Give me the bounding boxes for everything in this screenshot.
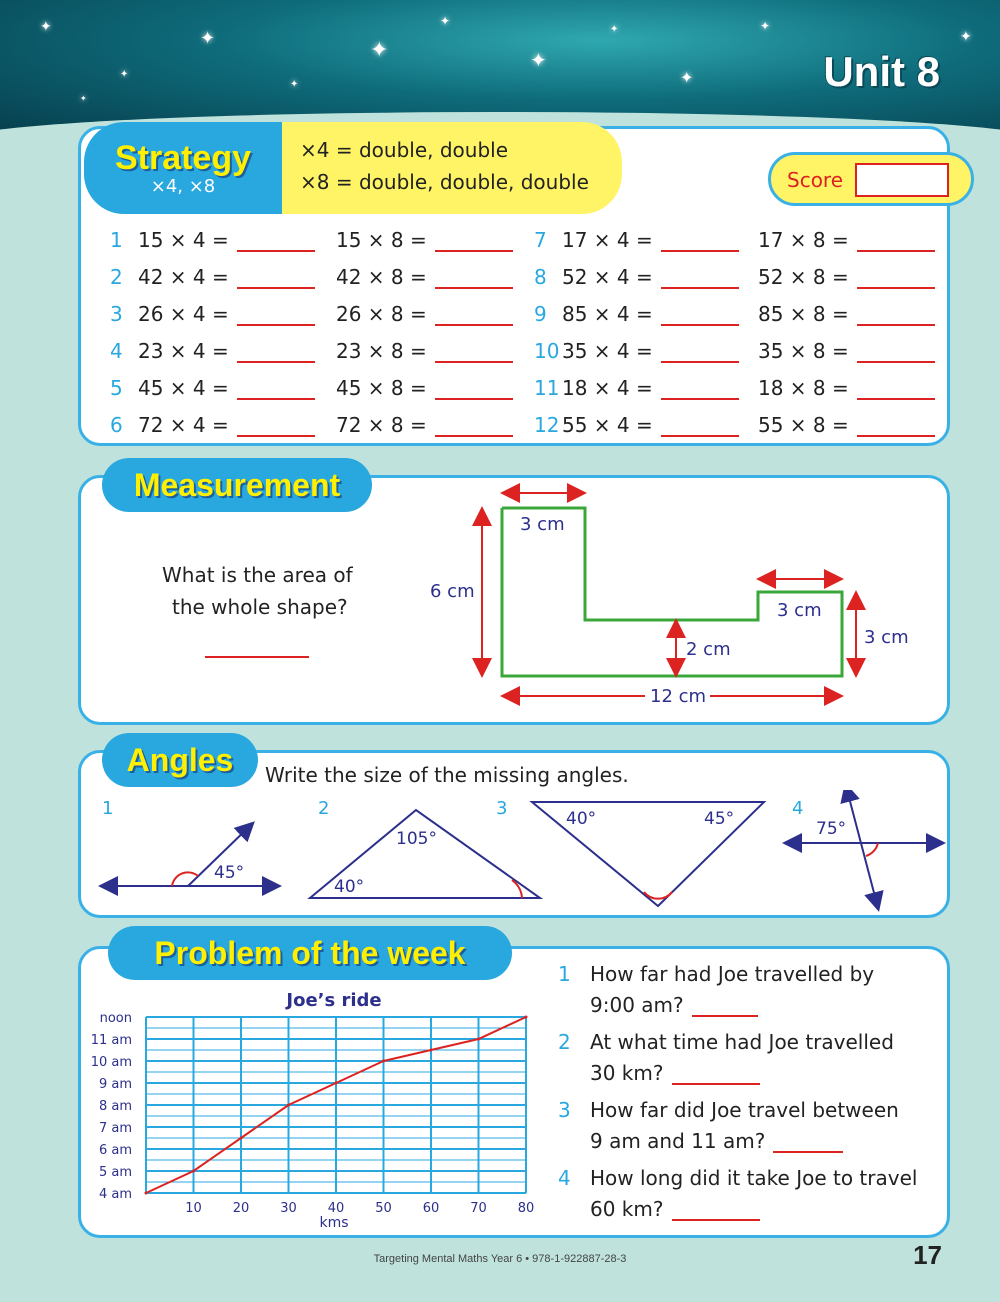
question-number: 10: [534, 339, 560, 363]
problem-question-line2: 9 am and 11 am?: [590, 1129, 766, 1153]
problem-question-number: 1: [558, 962, 571, 986]
problem-question-line2-row: [590, 993, 758, 1017]
question-number: 5: [110, 376, 123, 400]
strategy-title: Strategy: [114, 138, 252, 177]
problem-question-number: 3: [558, 1098, 571, 1122]
equation-text: 17 × 4 =: [562, 228, 653, 252]
question-number: 11: [534, 376, 560, 400]
answer-blank[interactable]: [661, 267, 739, 289]
answer-blank[interactable]: [237, 230, 315, 252]
equation-text: 55 × 4 =: [562, 413, 653, 437]
problem-question-line2: 9:00 am?: [590, 993, 684, 1017]
angle-2-number: 2: [318, 798, 330, 819]
answer-blank[interactable]: [661, 415, 739, 437]
answer-blank[interactable]: [857, 378, 935, 400]
measurement-tab: [102, 458, 372, 512]
chart-x-tick: 40: [327, 1201, 345, 1216]
question-number: 12: [534, 413, 560, 437]
chart-data-point: [382, 1060, 385, 1063]
angle-4-number: 4: [792, 798, 804, 819]
strategy-equation: [758, 413, 935, 437]
problem-question-line2-row: [590, 1129, 843, 1153]
equation-text: 23 × 8 =: [336, 339, 427, 363]
equation-text: 52 × 4 =: [562, 265, 653, 289]
equation-text: 72 × 4 =: [138, 413, 229, 437]
problem-question-line1: At what time had Joe travelled: [590, 1030, 894, 1054]
problem-answer-blank[interactable]: [692, 995, 758, 1017]
strategy-equation: [110, 413, 315, 437]
strategy-equation: [336, 265, 513, 289]
chart-y-tick: 9 am: [98, 1077, 132, 1092]
strategy-equation: [758, 265, 935, 289]
equation-text: 35 × 4 =: [562, 339, 653, 363]
score-box: [768, 152, 974, 206]
rule-times-8: ×8 = double, double, double: [300, 170, 589, 194]
problem-question-line1: How far did Joe travel between: [590, 1098, 899, 1122]
angle-3-given-right: 45°: [704, 809, 735, 829]
angle-4-given: 75°: [816, 819, 847, 839]
problem-answer-blank[interactable]: [672, 1063, 760, 1085]
answer-blank[interactable]: [661, 378, 739, 400]
chart-data-point: [145, 1192, 148, 1195]
chart-x-tick: 10: [185, 1201, 202, 1216]
chart-data-point: [192, 1170, 195, 1173]
equation-text: 45 × 8 =: [336, 376, 427, 400]
chart-y-tick: 10 am: [90, 1055, 132, 1070]
answer-blank[interactable]: [857, 341, 935, 363]
answer-blank[interactable]: [435, 341, 513, 363]
chart-xlabel: kms: [319, 1215, 349, 1231]
equation-text: 18 × 8 =: [758, 376, 849, 400]
answer-blank[interactable]: [435, 267, 513, 289]
answer-blank[interactable]: [435, 230, 513, 252]
strategy-equation: [534, 339, 739, 363]
answer-blank[interactable]: [237, 415, 315, 437]
joes-ride-chart: [84, 982, 544, 1232]
problem-question-number: 4: [558, 1166, 571, 1190]
equation-text: 15 × 4 =: [138, 228, 229, 252]
label-inner-height: 2 cm: [686, 639, 731, 660]
page-number: 17: [913, 1240, 942, 1270]
label-right-height: 3 cm: [864, 627, 909, 648]
problem-title: Problem of the week: [154, 934, 466, 971]
strategy-equation: [534, 265, 739, 289]
problem-question-line2: 30 km?: [590, 1061, 664, 1085]
problem-answer-blank[interactable]: [672, 1199, 760, 1221]
footer-text: Targeting Mental Maths Year 6 • 978-1-922887-28-3: [373, 1253, 627, 1265]
problem-question-line1: How far had Joe travelled by: [590, 962, 875, 986]
answer-blank[interactable]: [857, 230, 935, 252]
chart-data-point: [477, 1038, 480, 1041]
chart-x-tick: 80: [517, 1201, 535, 1216]
angle-1-number: 1: [102, 798, 114, 819]
strategy-equation: [758, 302, 935, 326]
strategy-equation: [758, 339, 935, 363]
chart-y-tick: noon: [99, 1011, 132, 1026]
rule-times-4: ×4 = double, double: [300, 138, 508, 162]
question-number: 9: [534, 302, 547, 326]
angles-title: Angles: [126, 741, 234, 778]
chart-y-tick: 7 am: [98, 1121, 132, 1136]
equation-text: 72 × 8 =: [336, 413, 427, 437]
strategy-equation: [336, 228, 513, 252]
chart-data-point: [525, 1016, 528, 1019]
problem-question-number: 2: [558, 1030, 571, 1054]
chart-title: Joe’s ride: [286, 990, 382, 1011]
angles-diagrams: [80, 790, 950, 915]
problem-answer-blank[interactable]: [773, 1131, 843, 1153]
strategy-equation: [758, 228, 935, 252]
question-number: 1: [110, 228, 123, 252]
answer-blank[interactable]: [435, 378, 513, 400]
strategy-equation: [110, 302, 315, 326]
label-left-height: 6 cm: [430, 581, 475, 602]
question-number: 6: [110, 413, 123, 437]
question-number: 7: [534, 228, 547, 252]
angle-1-given: 45°: [214, 863, 245, 883]
label-step-width: 3 cm: [777, 600, 822, 621]
answer-blank[interactable]: [237, 378, 315, 400]
angle-2-given-top: 105°: [396, 829, 437, 849]
strategy-equation: [534, 228, 739, 252]
problem-question-line2: 60 km?: [590, 1197, 664, 1221]
question-number: 4: [110, 339, 123, 363]
strategy-tab: [84, 122, 282, 214]
answer-blank[interactable]: [857, 415, 935, 437]
header-banner: ✦ ✦ ✦ ✦ ✦ ✦ ✦ ✦ ✦ ✦ ✦ ✦ Unit 8: [0, 0, 1000, 135]
strategy-equation: [336, 302, 513, 326]
problem-tab: [108, 926, 512, 980]
answer-blank[interactable]: [435, 415, 513, 437]
unit-title: Unit 8: [823, 48, 940, 95]
chart-x-tick: 20: [232, 1201, 250, 1216]
strategy-equation: [336, 339, 513, 363]
equation-text: 55 × 8 =: [758, 413, 849, 437]
answer-blank[interactable]: [237, 267, 315, 289]
equation-text: 23 × 4 =: [138, 339, 229, 363]
chart-x-tick: 70: [470, 1201, 487, 1216]
angle-3-given-left: 40°: [566, 809, 597, 829]
question-number: 2: [110, 265, 123, 289]
problem-question-line2-row: [590, 1061, 760, 1085]
measurement-shape-diagram: [420, 480, 940, 720]
answer-blank[interactable]: [661, 341, 739, 363]
equation-text: 45 × 4 =: [138, 376, 229, 400]
chart-y-tick: 6 am: [98, 1143, 132, 1158]
strategy-equation: [534, 413, 739, 437]
strategy-rules: [282, 122, 622, 214]
chart-data-point: [335, 1082, 338, 1085]
chart-x-tick: 30: [280, 1201, 297, 1216]
strategy-equation: [534, 376, 739, 400]
strategy-equation: [758, 376, 935, 400]
measurement-answer-blank[interactable]: [205, 638, 309, 658]
equation-text: 42 × 4 =: [138, 265, 229, 289]
chart-data-point: [430, 1049, 433, 1052]
strategy-equation: [336, 413, 513, 437]
angles-tab: [102, 733, 258, 787]
equation-text: 85 × 4 =: [562, 302, 653, 326]
chart-x-tick: 60: [422, 1201, 440, 1216]
strategy-equation: [110, 228, 315, 252]
measurement-question-line1: What is the area of: [162, 563, 353, 587]
measurement-question-line2: the whole shape?: [172, 595, 348, 619]
answer-blank[interactable]: [237, 341, 315, 363]
answer-blank[interactable]: [857, 304, 935, 326]
problem-question-line1: How long did it take Joe to travel: [590, 1166, 918, 1190]
angle-3-number: 3: [496, 798, 508, 819]
strategy-equation: [110, 376, 315, 400]
strategy-equation: [110, 265, 315, 289]
chart-y-tick: 11 am: [90, 1033, 132, 1048]
angle-2-given-left: 40°: [334, 877, 365, 897]
question-number: 8: [534, 265, 547, 289]
equation-text: 42 × 8 =: [336, 265, 427, 289]
answer-blank[interactable]: [237, 304, 315, 326]
answer-blank[interactable]: [661, 230, 739, 252]
chart-data-point: [287, 1104, 290, 1107]
equation-text: 15 × 8 =: [336, 228, 427, 252]
equation-text: 52 × 8 =: [758, 265, 849, 289]
strategy-equation: [110, 339, 315, 363]
angles-instruction: Write the size of the missing angles.: [265, 763, 629, 787]
score-label: Score: [787, 168, 844, 192]
equation-text: 85 × 8 =: [758, 302, 849, 326]
answer-blank[interactable]: [857, 267, 935, 289]
strategy-subtitle: ×4, ×8: [150, 175, 216, 197]
strategy-equation: [336, 376, 513, 400]
score-field[interactable]: [855, 163, 949, 197]
equation-text: 35 × 8 =: [758, 339, 849, 363]
chart-data-point: [240, 1137, 243, 1140]
label-top-width: 3 cm: [520, 514, 565, 535]
answer-blank[interactable]: [435, 304, 513, 326]
chart-y-tick: 5 am: [98, 1165, 132, 1180]
equation-text: 18 × 4 =: [562, 376, 653, 400]
equation-text: 26 × 8 =: [336, 302, 427, 326]
strategy-equation: [534, 302, 739, 326]
answer-blank[interactable]: [661, 304, 739, 326]
chart-y-tick: 8 am: [98, 1099, 132, 1114]
problem-question-line2-row: [590, 1197, 760, 1221]
question-number: 3: [110, 302, 123, 326]
chart-y-tick: 4 am: [98, 1187, 132, 1202]
equation-text: 26 × 4 =: [138, 302, 229, 326]
label-total-width: 12 cm: [650, 686, 707, 707]
chart-x-tick: 50: [375, 1201, 392, 1216]
equation-text: 17 × 8 =: [758, 228, 849, 252]
measurement-title: Measurement: [133, 466, 341, 503]
